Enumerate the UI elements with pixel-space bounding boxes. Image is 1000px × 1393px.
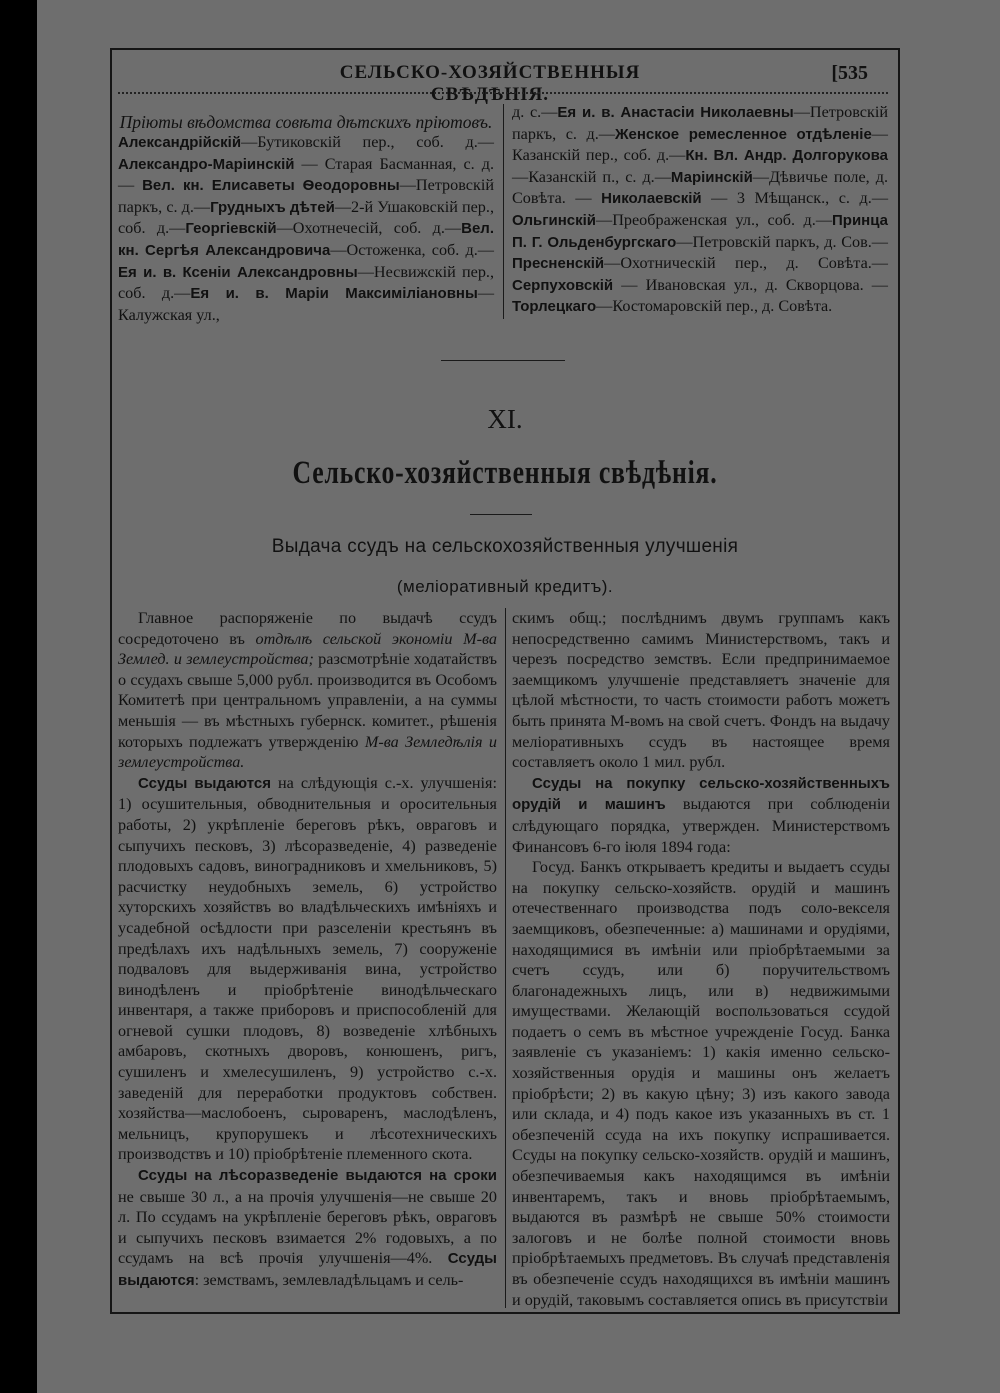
bold-term: Кн. Вл. Андр. Долгорукова <box>685 147 888 165</box>
bold-term: Ея и. в. Ксеніи Александровны <box>118 263 358 281</box>
paragraph <box>512 857 890 1310</box>
paragraph <box>118 1165 497 1292</box>
text-run: Главное распоряженіе по выдачѣ ссудъ сосредоточено въ <box>118 609 497 648</box>
text-run: —Несвижскій пер., соб. д.— <box>118 262 495 303</box>
text-run: —Казанскій п., с. д.— <box>512 167 671 186</box>
bold-term: Ссуды на лѣсоразведеніе выдаются на сроки <box>138 1167 497 1185</box>
paragraph <box>118 608 497 773</box>
text-run: —Остоженка, соб. д.— <box>330 240 494 259</box>
text-run: —Петровскій паркъ, д. Сов.— <box>676 232 888 251</box>
text-run: Госуд. Банкъ открываетъ кредиты и выдаетъ ссуды на покупку сельско-хозяйств. орудій и машинъ отечественнаго производства подъ соло-векселя заемщиковъ, обезпеченные: а) машинами и орудіями, находящимися въ имѣніи или пріобрѣтаемыми за счетъ ссудъ, или б) поручительствомъ благонадежныхъ лицъ, или в) недвижимыми имуществами. Желающій воспользоваться ссудой подаетъ о семъ въ мѣстное учрежденіе Госуд. Банка заявленіе съ указаніемъ: 1) какія именно сельско-хозяйственныя орудія и машины онъ желаетъ пріобрѣсти; 2) въ какую цѣну; 3) изъ какого завода или склада, и 4) подъ какое изъ указанныхъ въ ст. 1 обезпеченій ссуда на ихъ покупку испрашивается. Ссуды на покупку сельско-хозяйств. орудій и машинъ, обезпечиваемыя какъ находящимся въ имѣніи инвентаремъ, такъ и вновь пріобрѣтаемымъ, выдаются въ размѣрѣ не свыше 50% стоимости залоговъ и не болѣе полной стоимости вновь пріобрѣтаемыхъ предметовъ. Въ случаѣ представленія въ обезпеченіе ссудъ находящихся въ имѣніи машинъ и орудій, таковымъ составляется опись въ присутствіи <box>512 858 890 1309</box>
text-run: —Костомаровскій пер., д. Совѣта. <box>596 297 833 316</box>
article-subtitle: (меліоративный кредитъ). <box>396 577 614 596</box>
running-title: СЕЛЬСКО-ХОЗЯЙСТВЕННЫЯ СВѢДѢНІЯ. <box>339 62 641 105</box>
bold-term: Маріинскій <box>670 168 753 186</box>
title-divider <box>470 514 532 515</box>
article-title: Выдача ссудъ на сельскохозяйственныя улучшенія <box>271 536 739 557</box>
text-run: : земствамъ, землевладѣльцамъ и сель- <box>194 1271 464 1289</box>
book-spine <box>30 0 37 1393</box>
chapter-title: Сельско-хозяйственныя свѣдѣнія. <box>292 455 718 491</box>
bold-term: Ссуды на покупку сельско-хозяйственныхъ орудій и машинъ <box>512 774 890 814</box>
text-run: —Казанскій пер., соб. д.— <box>512 124 888 165</box>
bold-term: Торлецкаго <box>512 298 597 316</box>
chapter-number: XI. <box>487 404 523 434</box>
bold-term: Николаевскій <box>601 190 702 208</box>
paragraph <box>118 773 497 1165</box>
bold-term: Принца П. Г. Ольденбургскаго <box>512 211 888 251</box>
shelters-left-column <box>118 112 494 325</box>
text-run: — Старая Басманная, с. д.— <box>118 154 494 195</box>
text-run: —Охотническій пер., д. Совѣта.— <box>604 254 888 273</box>
bold-term: Ссуды выдаются <box>118 1250 497 1289</box>
page-header <box>110 62 900 105</box>
bold-term: Александрійскій <box>118 134 242 151</box>
bold-term: Пресненскій <box>512 255 605 273</box>
paragraph <box>512 773 890 857</box>
bold-term: Ея и. в. Анастасіи Николаевны <box>557 104 794 121</box>
bold-term: Ольгинскій <box>512 211 596 229</box>
shelters-column-divider <box>503 104 504 319</box>
text-run: —Калужская ул., <box>118 284 494 324</box>
paragraph <box>512 608 890 773</box>
page-number: [535 <box>831 62 868 84</box>
italic-term: М-ва Земледѣлія и землеустройства. <box>118 732 497 772</box>
bold-term: Ея и. в. Маріи Максиміліановны <box>190 285 478 303</box>
header-rule <box>118 92 888 94</box>
bold-term: Александро-Маріинскій <box>118 155 295 173</box>
bold-term: Грудныхъ дѣтей <box>210 198 335 216</box>
text-run: —Петровскій паркъ, с. д.— <box>512 103 888 143</box>
text-run: на слѣдующія с.-х. улучшенія: 1) осушительныя, обводнительныя и оросительныя работы, 2) укрѣпленіе береговъ рѣкъ, овраговъ и сыпучихъ песковъ, 3) лѣсоразведеніе, 4) разведеніе плодовыхъ садовъ, виноградниковъ и хмельниковъ, 5) расчистку неудобныхъ земель, 6) устройство хуторскихъ хозяйствъ во владѣльческихъ имѣніяхъ и усадебной осѣдлости при разселеніи крестьянъ въ предѣлахъ ихъ надѣльныхъ земель, 7) сооруженіе подваловъ для выдерживанія вина, устройство винодѣленъ и пріобрѣтеніе винодѣльческаго инвентаря, а также приборовъ и приспособленій для огневой сушки плодовъ, 8) возведеніе хлѣбныхъ амбаровъ, скотныхъ дворовъ, конюшенъ, ригъ, сушиленъ и хмелесушиленъ, 9) устройство с.-х. заведеній для переработки продуктовъ собствен. хозяйства—маслобоенъ, сыроваренъ, маслодѣленъ, мельницъ, крупорушекъ и лѣсотехническихъ производствъ и 10) пріобрѣтеніе племенного скота. <box>118 773 497 1164</box>
text-run: —Петровскій паркъ, с. д.— <box>118 176 494 216</box>
body-left-column <box>118 608 497 1292</box>
text-run: скимъ общ.; послѣднимъ двумъ группамъ какъ непосредственно самимъ Министерствомъ, такъ и черезъ посредство земствъ. Если предпринимаемое заемщикомъ улучшеніе представляетъ значеніе для цѣлой мѣстности, то часть стоимости работъ можетъ быть принята М-вомъ на свой счетъ. Фондъ на выдачу меліоративныхъ ссудъ въ настоящее время составляетъ около 1 мил. рубл. <box>512 609 890 772</box>
text-run: д. с.— <box>512 103 558 121</box>
bold-term: Вел. кн. Елисаветы Ѳеодоровны <box>142 177 400 195</box>
shelters-left-text <box>118 132 494 325</box>
bold-term: Вел. кн. Сергѣя Александровича <box>118 220 494 259</box>
text-run: —Охотнечесій, соб. д.— <box>276 219 462 238</box>
text-run: —Преображенская ул., соб. д.— <box>596 210 833 229</box>
body-column-divider <box>505 608 506 1308</box>
text-run: — Ивановская ул., д. Скворцова. — <box>613 275 888 294</box>
text-run: —2-й Ушаковскій пер., соб. д.— <box>118 197 494 238</box>
bold-term: Георгіевскій <box>185 220 277 238</box>
bold-term: Ссуды выдаются <box>138 774 271 792</box>
text-run: —Бутиковскій пер., соб. д.— <box>241 133 494 151</box>
text-run: не свыше 30 л., а на прочія улучшенія—не свыше 20 л. По ссудамъ на укрѣпленіе береговъ рѣкъ, овраговъ и сыпучихъ песковъ взимается 2% годовыхъ, а по ссудамъ на всѣ прочія улучшенія—4%. <box>118 1187 497 1268</box>
bold-term: Женское ремесленное отдѣленіе <box>614 125 872 143</box>
text-run: — 3 Мѣщанск., с. д.— <box>701 189 889 208</box>
bold-term: Серпуховскій <box>512 276 614 294</box>
italic-term: отдѣлѣ сельской экономіи М-ва Землед. и землеустройства; <box>118 629 497 669</box>
text-run: —Дѣвичье поле, д. Совѣта. — <box>512 167 888 208</box>
body-right-column <box>512 608 890 1310</box>
text-run: выдаются при соблюденіи слѣдующаго порядка, утвержден. Министерствомъ Финансовъ 6-го іюля 1894 года: <box>512 795 890 856</box>
text-run: разсмотрѣніе ходатайствъ о ссудахъ свыше 5,000 рубл. производится въ Особомъ Комитетѣ при центральномъ управленіи, а на суммы меньшія — въ мѣстныхъ губернск. комитет., рѣшенія которыхъ подлежатъ утвержденію <box>118 650 497 751</box>
shelters-right-column <box>512 102 888 318</box>
section-divider <box>441 360 565 361</box>
shelters-right-text <box>512 102 888 318</box>
shelters-section-title: Пріюты вѣдомства совѣта дѣтскихъ пріютовъ. <box>119 112 493 132</box>
